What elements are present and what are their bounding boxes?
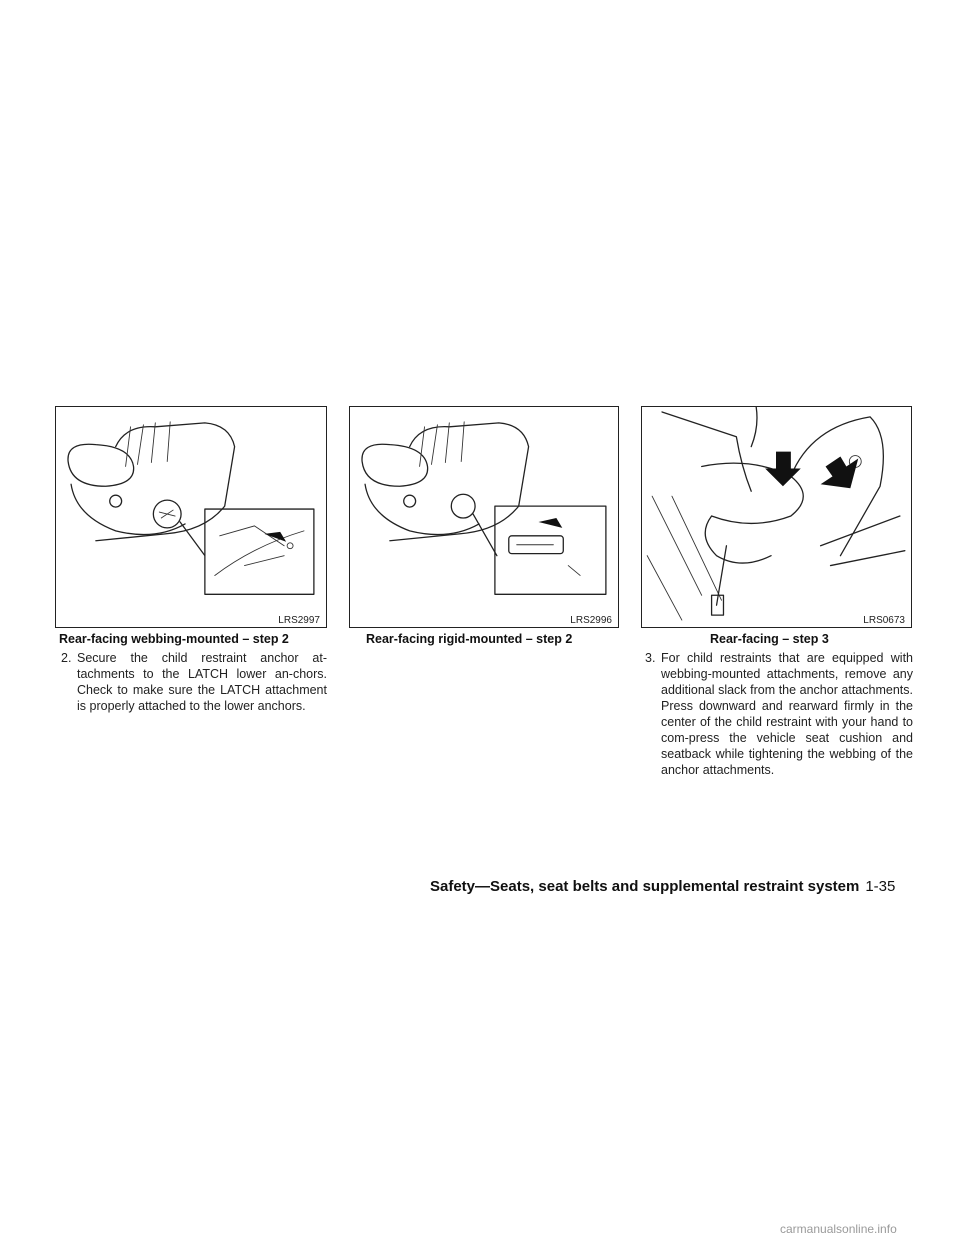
step-number: 2. xyxy=(61,651,72,665)
figure-1-caption: Rear-facing webbing-mounted – step 2 xyxy=(59,632,289,646)
step-number: 3. xyxy=(645,651,656,665)
figure-2-caption: Rear-facing rigid-mounted – step 2 xyxy=(366,632,573,646)
figure-code: LRS2996 xyxy=(570,615,612,626)
page-number: 1-35 xyxy=(865,878,896,895)
step-text: Secure the child restraint anchor at-tachments to the LATCH lower an-chors. Check to make sure the LATCH attachment is properly attached to the lower anchors. xyxy=(77,651,327,713)
figure-code: LRS0673 xyxy=(863,615,905,626)
figure-2 xyxy=(349,406,619,628)
figure-1 xyxy=(55,406,327,628)
step-text: For child restraints that are equipped with webbing-mounted attachments, remove any additional slack from the anchor attachments. Press downward and rearward firmly in the center of the child restraint with your hand to com-press the vehicle seat cushion and seatback while tightening the webbing of the anchor attachments. xyxy=(661,651,913,777)
figure-3-illustration xyxy=(642,407,911,627)
figure-3-caption: Rear-facing – step 3 xyxy=(710,632,829,646)
section-title: Safety—Seats, seat belts and supplemental restraint system xyxy=(430,878,860,895)
page-footer xyxy=(430,878,895,895)
figure-code: LRS2997 xyxy=(278,615,320,626)
figure-3 xyxy=(641,406,912,628)
figure-2-illustration xyxy=(350,407,618,627)
step-3 xyxy=(645,650,913,778)
watermark: carmanualsonline.info xyxy=(780,1222,897,1236)
step-2 xyxy=(61,650,327,714)
figure-1-illustration xyxy=(56,407,326,627)
